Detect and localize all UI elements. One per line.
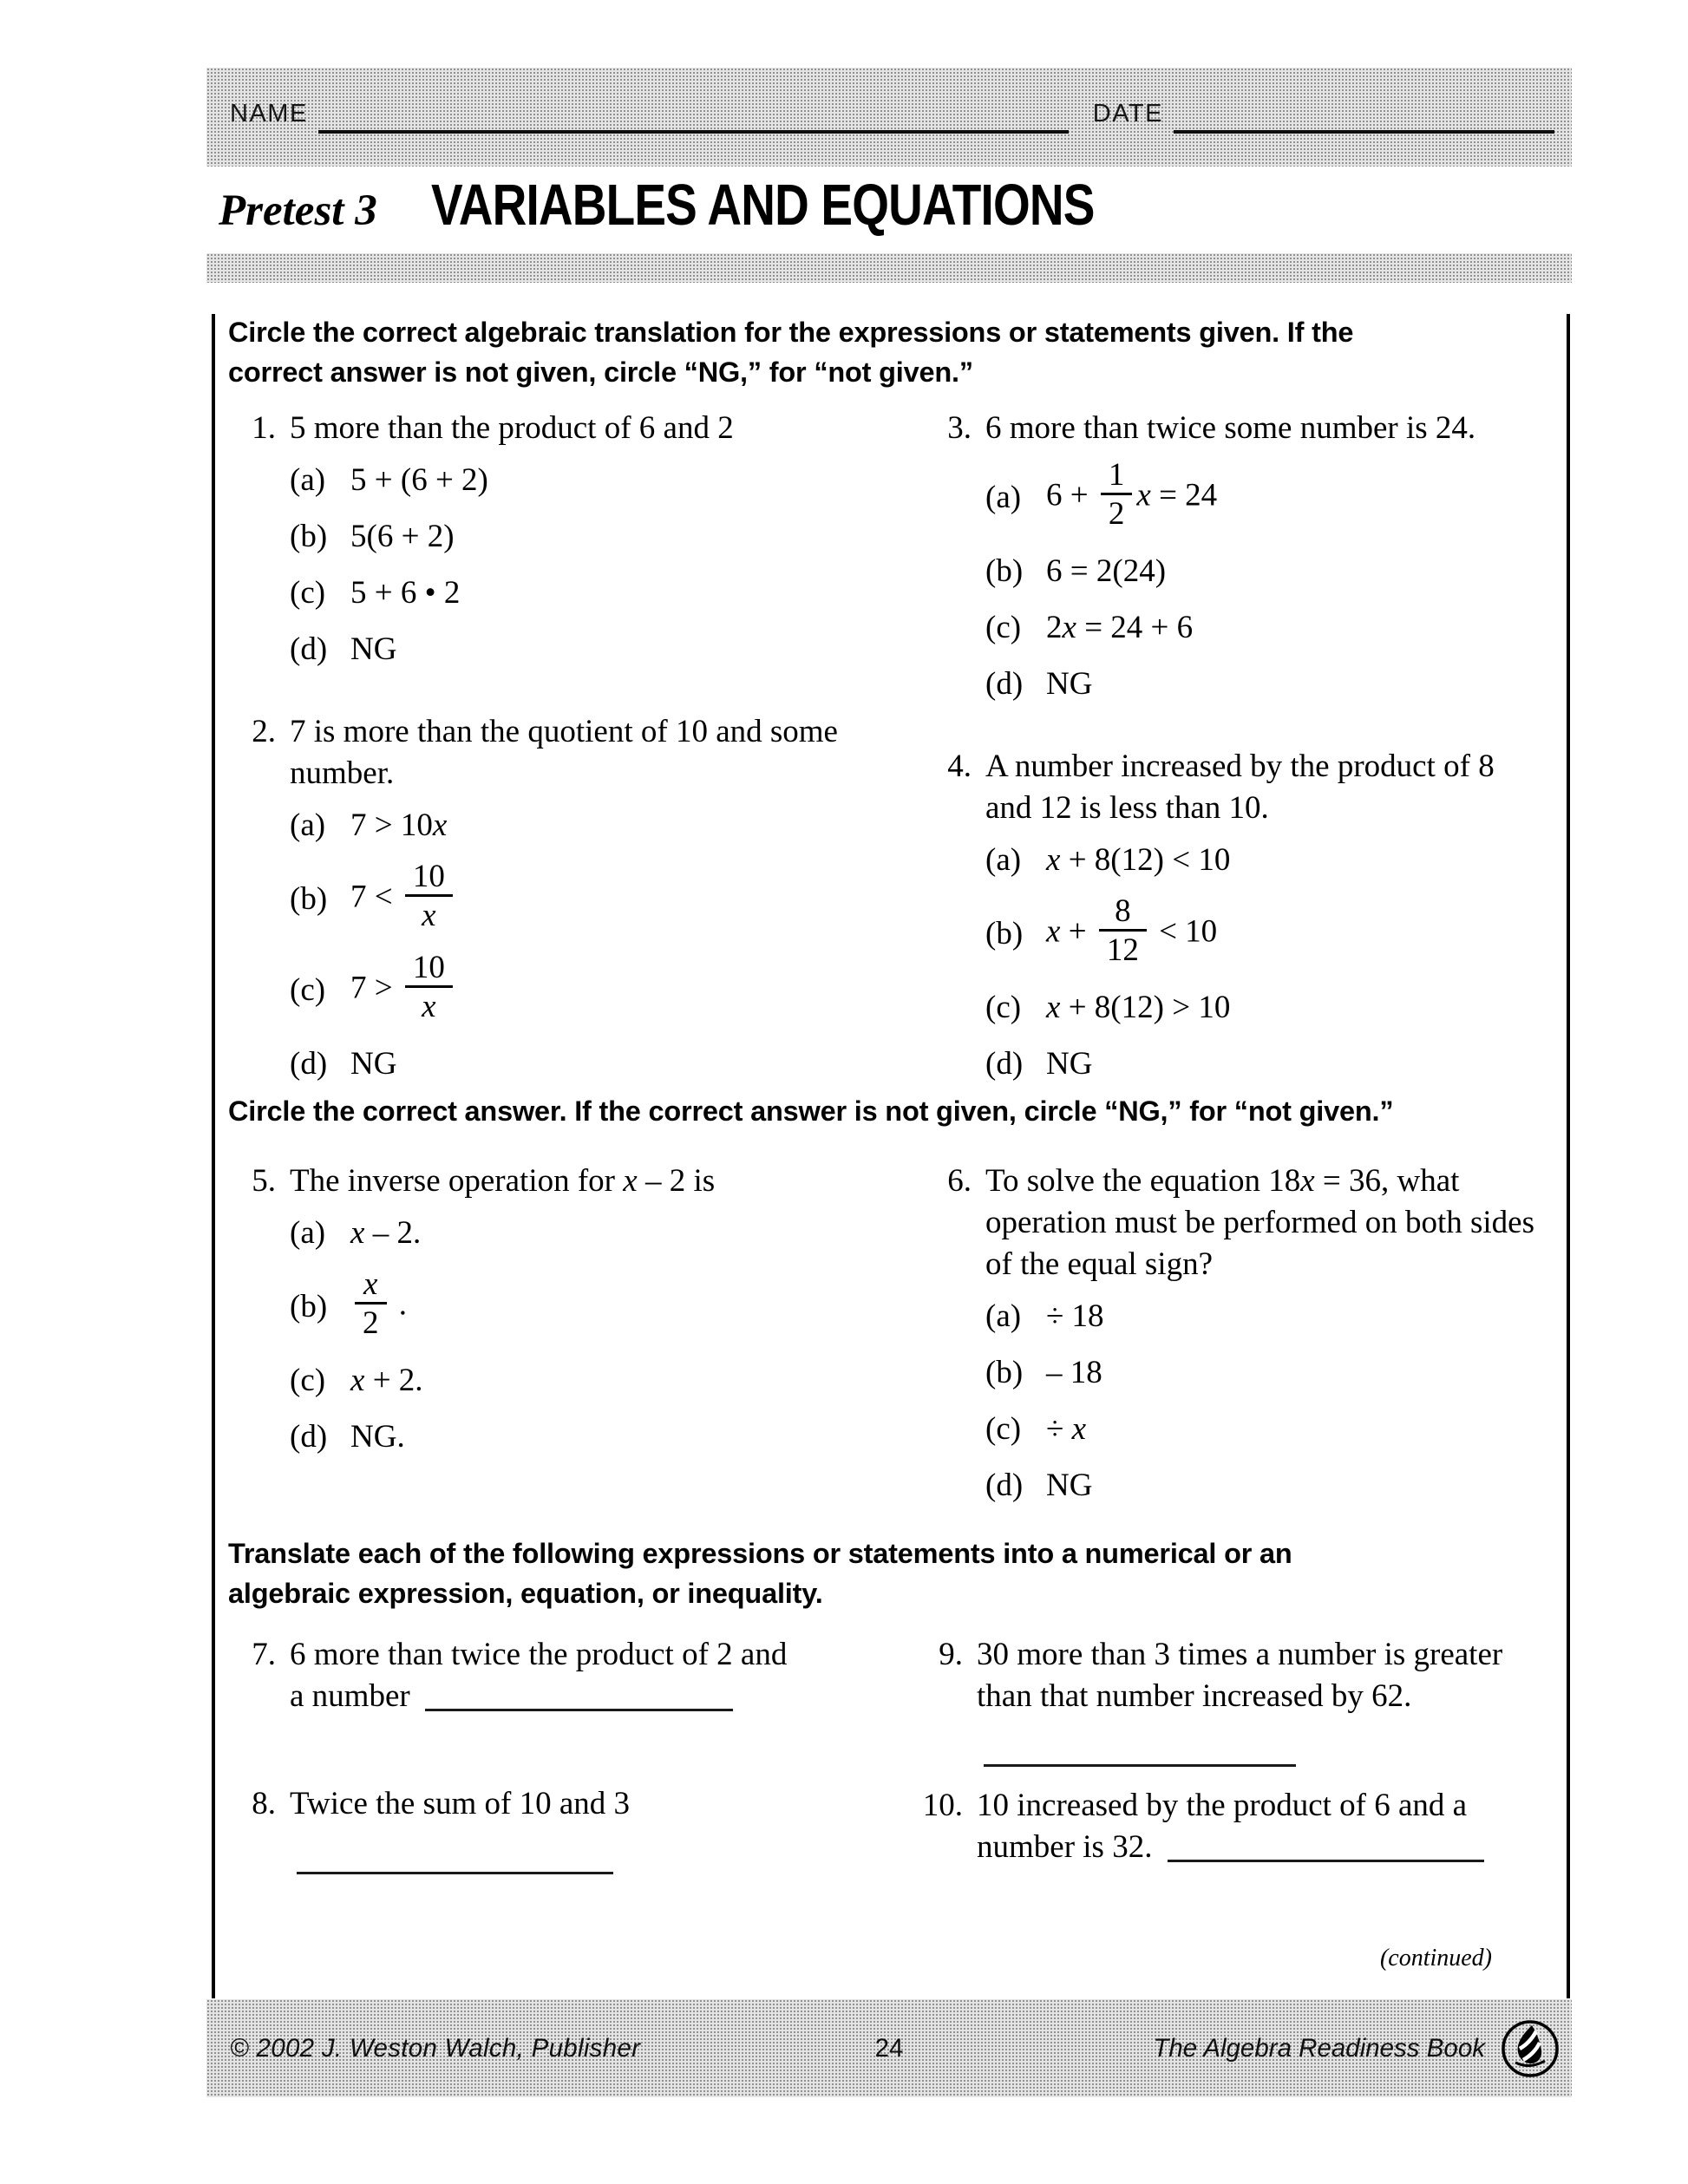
option-label: (d) bbox=[290, 631, 328, 667]
math-text: a number bbox=[290, 1678, 418, 1714]
questions-column bbox=[913, 1161, 1570, 1521]
fraction-denominator: 12 bbox=[1099, 929, 1147, 970]
options-list bbox=[290, 805, 906, 1085]
question-number: 10. bbox=[922, 1788, 963, 1823]
option-value bbox=[350, 861, 457, 938]
option-row[interactable] bbox=[985, 893, 1570, 972]
option-value bbox=[1046, 607, 1193, 649]
answer-blank[interactable] bbox=[984, 1742, 1296, 1767]
fraction-numerator: x bbox=[363, 1266, 378, 1302]
options-list bbox=[985, 1296, 1570, 1507]
math-variable: x bbox=[432, 808, 448, 843]
fraction-numerator: 10 bbox=[412, 859, 445, 894]
option-label: (a) bbox=[290, 462, 326, 498]
question-line bbox=[985, 788, 1570, 829]
option-row[interactable] bbox=[985, 664, 1570, 705]
math-variable: x bbox=[1046, 990, 1061, 1025]
question-line bbox=[290, 1839, 906, 1880]
option-value bbox=[350, 952, 457, 1029]
questions-column bbox=[913, 408, 1570, 1126]
math-variable: x bbox=[1071, 1411, 1086, 1447]
option-label: (a) bbox=[985, 480, 1022, 515]
math-variable: x bbox=[1046, 842, 1061, 878]
question-number: 2. bbox=[252, 714, 276, 749]
option-value bbox=[1046, 1352, 1102, 1394]
math-text: + 2. bbox=[364, 1363, 423, 1398]
option-row[interactable] bbox=[290, 516, 906, 558]
math-text: – 2. bbox=[364, 1215, 422, 1251]
math-text: 10 increased by the product of 6 and a bbox=[977, 1788, 1468, 1823]
question-body bbox=[977, 1634, 1570, 1773]
option-label: (b) bbox=[985, 916, 1024, 951]
fraction bbox=[1099, 893, 1147, 970]
question-number: 1. bbox=[252, 410, 276, 446]
option-value bbox=[1046, 664, 1092, 705]
options-list bbox=[290, 460, 906, 670]
option-label: (c) bbox=[290, 575, 326, 611]
question-line bbox=[985, 746, 1570, 788]
math-text: = 36, what bbox=[1314, 1163, 1460, 1199]
question-line bbox=[977, 1785, 1570, 1827]
math-text: NG bbox=[1046, 1468, 1093, 1503]
question-line bbox=[290, 711, 906, 753]
math-text: 7 < bbox=[350, 879, 401, 915]
questions-column bbox=[904, 1634, 1570, 1868]
instruction-line: correct answer is not given, circle “NG,” for “not given.” bbox=[228, 356, 973, 388]
option-label: (d) bbox=[985, 666, 1024, 702]
option-label: (b) bbox=[290, 881, 328, 917]
math-text: 2 bbox=[1046, 610, 1063, 645]
math-text: number is 32. bbox=[977, 1829, 1161, 1865]
fraction-denominator: x bbox=[405, 985, 453, 1026]
option-label: (d) bbox=[290, 1046, 328, 1082]
math-text: NG bbox=[350, 631, 397, 667]
copyright-text: © 2002 J. Weston Walch, Publisher bbox=[230, 2033, 641, 2063]
option-label: (d) bbox=[290, 1419, 328, 1455]
math-variable: x bbox=[1300, 1163, 1315, 1199]
math-text: NG. bbox=[350, 1419, 405, 1455]
date-line[interactable] bbox=[1174, 101, 1554, 134]
math-text: NG bbox=[1046, 666, 1093, 702]
question-line bbox=[985, 408, 1570, 449]
option-value bbox=[1046, 987, 1230, 1029]
instruction-line: algebraic expression, equation, or inequality. bbox=[228, 1578, 823, 1609]
option-label: (b) bbox=[985, 553, 1024, 589]
option-row[interactable] bbox=[985, 1296, 1570, 1337]
fraction bbox=[1101, 457, 1133, 533]
option-value bbox=[350, 1266, 407, 1345]
option-row[interactable] bbox=[290, 952, 906, 1029]
option-row[interactable] bbox=[985, 607, 1570, 649]
publisher-logo bbox=[1499, 2017, 1561, 2080]
question-line bbox=[985, 1161, 1570, 1202]
math-text: + 8(12) > 10 bbox=[1060, 990, 1231, 1025]
option-label: (c) bbox=[290, 1363, 326, 1398]
question-4 bbox=[913, 746, 1570, 1100]
option-value bbox=[1046, 840, 1230, 881]
option-value bbox=[1046, 551, 1166, 592]
option-label: (a) bbox=[290, 1215, 326, 1251]
title-row bbox=[219, 172, 1240, 239]
question-line bbox=[290, 1783, 906, 1825]
date-label: DATE bbox=[1092, 99, 1163, 128]
answer-blank[interactable] bbox=[1168, 1837, 1484, 1862]
book-title: The Algebra Readiness Book bbox=[1153, 2033, 1485, 2063]
math-text: Twice the sum of 10 and 3 bbox=[290, 1786, 630, 1821]
question-body bbox=[290, 1634, 906, 1717]
page-number: 24 bbox=[874, 2033, 904, 2063]
option-value bbox=[350, 1213, 421, 1254]
question-9 bbox=[904, 1634, 1570, 1773]
option-row[interactable] bbox=[290, 1043, 906, 1085]
fraction-denominator: 2 bbox=[355, 1302, 387, 1343]
question-line bbox=[977, 1827, 1570, 1868]
options-list bbox=[985, 840, 1570, 1085]
option-row[interactable] bbox=[290, 805, 906, 847]
questions-column bbox=[217, 1634, 906, 1880]
math-variable: x bbox=[1046, 913, 1061, 950]
option-label: (c) bbox=[985, 610, 1022, 645]
math-text: = 24 bbox=[1150, 477, 1218, 513]
option-row[interactable] bbox=[290, 1213, 906, 1254]
question-body bbox=[290, 1783, 906, 1880]
option-value bbox=[1046, 1465, 1092, 1507]
question-number: 6. bbox=[947, 1163, 972, 1199]
math-text: . bbox=[390, 1286, 407, 1323]
question-body bbox=[985, 1161, 1570, 1521]
question-body bbox=[985, 408, 1570, 720]
question-10 bbox=[904, 1785, 1570, 1868]
name-label: NAME bbox=[230, 99, 308, 128]
math-text: NG bbox=[1046, 1046, 1093, 1082]
answer-blank[interactable] bbox=[425, 1686, 733, 1711]
page-title: VARIABLES AND EQUATIONS bbox=[430, 173, 1095, 238]
option-value bbox=[350, 1043, 396, 1085]
math-text: A number increased by the product of 8 bbox=[985, 749, 1495, 784]
options-list bbox=[290, 1213, 906, 1458]
question-number: 8. bbox=[252, 1786, 276, 1821]
question-number: 4. bbox=[947, 749, 972, 784]
fraction-numerator: 10 bbox=[412, 950, 445, 985]
option-row[interactable] bbox=[985, 1352, 1570, 1394]
math-text: 7 is more than the quotient of 10 and some bbox=[290, 714, 838, 749]
math-text: 30 more than 3 times a number is greater bbox=[977, 1637, 1503, 1672]
math-text: + bbox=[1060, 913, 1095, 950]
options-list bbox=[985, 457, 1570, 705]
header-band bbox=[206, 68, 1572, 167]
option-row[interactable] bbox=[985, 457, 1570, 536]
question-5 bbox=[217, 1161, 906, 1473]
content-rule-left bbox=[212, 314, 215, 1998]
option-value bbox=[1046, 1043, 1092, 1085]
math-variable: x bbox=[623, 1163, 638, 1199]
math-text: NG bbox=[350, 1046, 397, 1082]
math-text: 7 > bbox=[350, 970, 401, 1006]
option-label: (d) bbox=[985, 1046, 1024, 1082]
flame-icon bbox=[1515, 2025, 1545, 2066]
question-2 bbox=[217, 711, 906, 1100]
fraction bbox=[405, 859, 453, 935]
option-value bbox=[350, 1416, 405, 1458]
math-text: of the equal sign? bbox=[985, 1246, 1213, 1282]
math-text: and 12 is less than 10. bbox=[985, 790, 1269, 826]
option-label: (d) bbox=[985, 1468, 1024, 1503]
question-body bbox=[290, 1161, 906, 1473]
question-6 bbox=[913, 1161, 1570, 1521]
question-8 bbox=[217, 1783, 906, 1880]
option-value bbox=[1046, 1296, 1104, 1337]
math-text: 6 + bbox=[1046, 477, 1096, 513]
instruction-line: Translate each of the following expressions or statements into a numerical or an bbox=[228, 1538, 1292, 1569]
fraction bbox=[405, 950, 453, 1026]
continued-note: (continued) bbox=[1379, 1945, 1492, 1971]
option-row[interactable] bbox=[290, 1416, 906, 1458]
option-label: (a) bbox=[290, 808, 326, 843]
option-row[interactable] bbox=[985, 987, 1570, 1029]
instructions-section-3 bbox=[228, 1533, 1564, 1613]
question-line bbox=[290, 753, 906, 794]
question-1 bbox=[217, 408, 906, 685]
option-value bbox=[350, 1360, 423, 1402]
question-number: 7. bbox=[252, 1637, 276, 1672]
question-line bbox=[977, 1676, 1570, 1717]
question-body bbox=[290, 408, 906, 685]
fraction bbox=[355, 1266, 387, 1343]
question-line bbox=[977, 1731, 1570, 1773]
math-text: 6 more than twice some number is 24. bbox=[985, 410, 1476, 446]
option-value bbox=[1046, 1409, 1086, 1450]
math-text: + 8(12) < 10 bbox=[1060, 842, 1231, 878]
math-text: 5(6 + 2) bbox=[350, 519, 455, 554]
fraction-denominator: 2 bbox=[1101, 493, 1133, 533]
option-label: (c) bbox=[985, 1411, 1022, 1447]
divider-band bbox=[206, 253, 1572, 283]
math-text: 5 + 6 • 2 bbox=[350, 575, 461, 611]
math-variable: x bbox=[350, 1363, 365, 1398]
fraction-numerator: 1 bbox=[1108, 457, 1125, 493]
footer-band bbox=[206, 1999, 1572, 2097]
option-value bbox=[1046, 457, 1218, 536]
option-row[interactable] bbox=[985, 1465, 1570, 1507]
math-text: < 10 bbox=[1150, 913, 1218, 950]
question-line bbox=[290, 408, 906, 449]
name-line[interactable] bbox=[318, 101, 1069, 134]
option-value bbox=[350, 805, 447, 847]
option-row[interactable] bbox=[290, 861, 906, 938]
question-line bbox=[290, 1161, 906, 1202]
instruction-line: Circle the correct answer. If the correct answer is not given, circle “NG,” for “not given.” bbox=[228, 1095, 1394, 1127]
option-row[interactable] bbox=[985, 840, 1570, 881]
math-variable: x bbox=[1136, 477, 1151, 513]
question-3 bbox=[913, 408, 1570, 720]
question-7 bbox=[217, 1634, 906, 1717]
math-text: ÷ bbox=[1046, 1411, 1072, 1447]
math-text: 5 + (6 + 2) bbox=[350, 462, 488, 498]
instruction-line: Circle the correct algebraic translation for the expressions or statements given. If the bbox=[228, 317, 1354, 348]
question-line bbox=[985, 1244, 1570, 1285]
option-label: (b) bbox=[985, 1355, 1024, 1390]
question-line bbox=[290, 1676, 906, 1717]
answer-blank[interactable] bbox=[297, 1849, 613, 1874]
fraction-denominator: x bbox=[405, 894, 453, 935]
math-text: than that number increased by 62. bbox=[977, 1678, 1412, 1714]
option-label: (a) bbox=[985, 1298, 1022, 1334]
option-label: (c) bbox=[290, 972, 326, 1008]
math-text: The inverse operation for bbox=[290, 1163, 624, 1199]
option-row[interactable] bbox=[290, 460, 906, 501]
option-row[interactable] bbox=[985, 551, 1570, 592]
option-value bbox=[350, 629, 396, 670]
questions-column bbox=[217, 408, 906, 1126]
question-line bbox=[985, 1202, 1570, 1244]
option-row[interactable] bbox=[290, 572, 906, 614]
pretest-label: Pretest 3 bbox=[219, 186, 377, 235]
option-value bbox=[350, 460, 488, 501]
option-row[interactable] bbox=[985, 1043, 1570, 1085]
fraction-numerator: 8 bbox=[1115, 893, 1131, 929]
question-number: 3. bbox=[947, 410, 972, 446]
math-variable: x bbox=[350, 1215, 365, 1251]
option-value bbox=[350, 516, 455, 558]
math-text: – 2 is bbox=[637, 1163, 716, 1199]
math-text: = 24 + 6 bbox=[1076, 610, 1194, 645]
math-text: 7 > 10 bbox=[350, 808, 433, 843]
math-text: 6 = 2(24) bbox=[1046, 553, 1167, 589]
option-row[interactable] bbox=[985, 1409, 1570, 1450]
question-line bbox=[977, 1634, 1570, 1676]
math-text: – 18 bbox=[1046, 1355, 1102, 1390]
question-line bbox=[290, 1634, 906, 1676]
option-label: (b) bbox=[290, 519, 328, 554]
option-row[interactable] bbox=[290, 1360, 906, 1402]
option-row[interactable] bbox=[290, 1266, 906, 1345]
math-text: 5 more than the product of 6 and 2 bbox=[290, 410, 734, 446]
option-value bbox=[350, 572, 460, 614]
math-text: To solve the equation 18 bbox=[985, 1163, 1301, 1199]
question-body bbox=[290, 711, 906, 1100]
math-text: 6 more than twice the product of 2 and bbox=[290, 1637, 788, 1672]
math-variable: x bbox=[1062, 610, 1076, 645]
option-value bbox=[1046, 893, 1218, 972]
question-number: 5. bbox=[252, 1163, 276, 1199]
option-label: (c) bbox=[985, 990, 1022, 1025]
questions-column bbox=[217, 1161, 906, 1473]
option-label: (a) bbox=[985, 842, 1022, 878]
question-body bbox=[977, 1785, 1570, 1868]
question-number: 9. bbox=[939, 1637, 963, 1672]
option-row[interactable] bbox=[290, 629, 906, 670]
question-body bbox=[985, 746, 1570, 1100]
option-label: (b) bbox=[290, 1289, 328, 1324]
math-text: ÷ 18 bbox=[1046, 1298, 1104, 1334]
math-text: number. bbox=[290, 755, 395, 791]
math-text: operation must be performed on both sides bbox=[985, 1205, 1534, 1240]
instructions-section-1 bbox=[228, 312, 1564, 392]
